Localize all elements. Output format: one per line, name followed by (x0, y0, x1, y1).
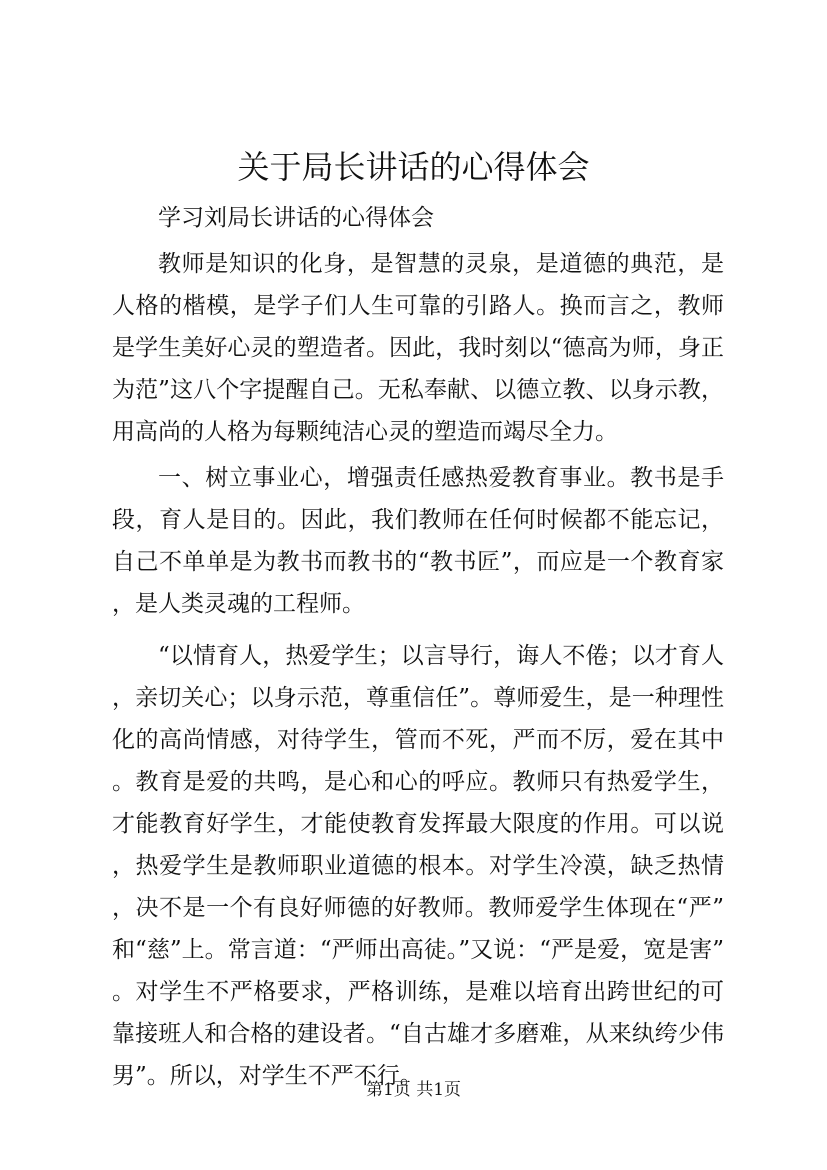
page-footer: 第1页 共1页 (365, 1080, 462, 1100)
document-title: 关于局长讲话的心得体会 (237, 148, 590, 186)
paragraph-love-students: “以情育人，热爱学生；以言导行，诲人不倦；以才育人，亲切关心；以身示范，尊重信任”。尊师爱生，是一种理性化的高尚情感，对待学生，管而不死，严而不厉，爱在其中。教育是爱的共鸣，是心和心的呼应。教师只有热爱学生，才能教育好学生，才能使教育发挥最大限度的作用。可以说，热爱学生是教师职业道德的根本。对学生冷漠，缺乏热情，决不是一个有良好师德的好教师。教师爱学生体现在“严”和“慈”上。常言道：“严师出高徒。”又说：“严是爱，宽是害”。对学生不严格要求，严格训练，是难以培育出跨世纪的可靠接班人和合格的建设者。“自古雄才多磨难，从来纨绔少伟男”。所以，对学生不严不行。 (112, 643, 724, 1089)
document-subtitle: 学习刘局长讲话的心得体会 (158, 205, 434, 231)
document-body (112, 197, 724, 1097)
paragraph-section-one: 一、树立事业心，增强责任感热爱教育事业。教书是手段，育人是目的。因此，我们教师在任何时候都不能忘记，自己不单单是为教书而教书的“教书匠”，而应是一个教育家，是人类灵魂的工程师。 (112, 465, 724, 617)
paragraph-intro: 教师是知识的化身，是智慧的灵泉，是道德的典范，是人格的楷模，是学子们人生可靠的引路人。换而言之，教师是学生美好心灵的塑造者。因此，我时刻以“德高为师，身正为范”这八个字提醒自己。无私奉献、以德立教、以身示教，用高尚的人格为每颗纯洁心灵的塑造而竭尽全力。 (112, 251, 724, 445)
